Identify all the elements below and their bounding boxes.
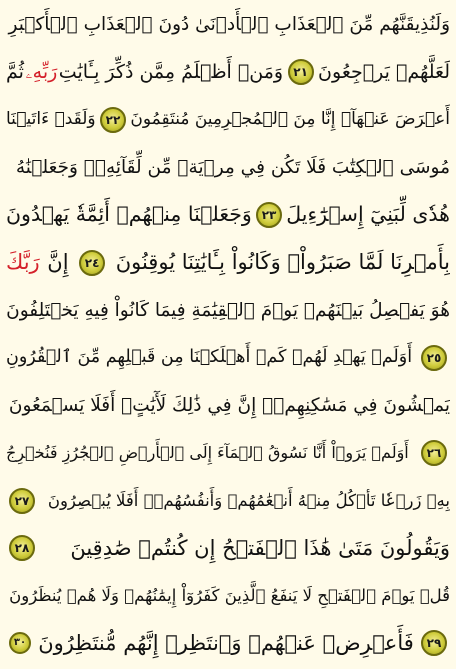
ayah-number-marker: ٢٧ — [9, 488, 35, 514]
verse-line — [6, 527, 450, 570]
verse-line — [6, 193, 450, 236]
verse-line — [6, 3, 450, 46]
verse-text: قُلۡ يَوۡمَ ٱلۡفَتۡحِ لَا يَنفَعُ ٱلَّذِينَ كَفَرُوٓاْ إِيمَٰنُهُمۡ وَلَا هُمۡ يُنظَرُونَ — [9, 586, 450, 606]
ayah-number-marker: ٢٤ — [79, 250, 105, 276]
verse-text: ثُمَّ — [6, 60, 24, 83]
verse-line — [6, 241, 450, 284]
verse-line — [6, 146, 450, 189]
verse-text: وَلَنُذِيقَنَّهُم مِّنَ ٱلۡعَذَابِ ٱلۡأَدۡنَىٰ دُونَ ٱلۡعَذَابِ ٱلۡأَكۡبَرِ — [8, 14, 450, 35]
ayah-number-marker: ٢٥ — [421, 345, 447, 371]
verse-line — [6, 479, 450, 522]
verse-text: أَوَلَمۡ يَرَوۡاْ أَنَّا نَسُوقُ ٱلۡمَآءَ إِلَى ٱلۡأَرۡضِ ٱلۡجُرُزِ فَنُخۡرِجُ — [6, 443, 409, 463]
verse-text: وَمَنۡ أَظۡلَمُ مِمَّن ذُكِّرَ بِـَٔايَٰتِ — [58, 60, 284, 83]
verse-line — [6, 336, 450, 379]
verse-line — [6, 431, 450, 474]
verse-text: وَلَقَدۡ ءَاتَيۡنَا — [6, 109, 96, 130]
verse-text: هُدٗى لِّبَنِيٓ إِسۡرَٰٓءِيلَ — [286, 202, 450, 227]
verse-text: أَعۡرَضَ عَنۡهَآۚ إِنَّا مِنَ ٱلۡمُجۡرِمِينَ مُنتَقِمُونَ — [130, 109, 450, 130]
verse-line — [6, 51, 450, 94]
ayah-number-marker: ٢٢ — [100, 107, 126, 133]
verse-text: لَعَلَّهُمۡ يَرۡجِعُونَ — [318, 60, 450, 83]
divine-name-text: رَبَّكَ — [6, 250, 40, 275]
ayah-number-marker: ٢٦ — [421, 440, 447, 466]
verse-line — [6, 384, 450, 427]
verse-line — [6, 98, 450, 141]
verse-text: يَمۡشُونَ فِي مَسَٰكِنِهِمۡۚ إِنَّ فِي ذَٰلِكَ لَأٓيَٰتٍۚ أَفَلَا يَسۡمَعُونَ — [8, 394, 450, 416]
ayah-number-marker: ٢٩ — [421, 630, 447, 656]
verse-text: بِأَمۡرِنَا لَمَّا صَبَرُواْۖ وَكَانُواْ بِـَٔايَٰتِنَا يُوقِنُونَ — [115, 250, 450, 275]
verse-lines — [6, 3, 450, 665]
verse-text: وَيَقُولُونَ مَتَىٰ هَٰذَا ٱلۡفَتۡحُ إِن كُنتُمۡ صَٰدِقِينَ — [70, 535, 450, 560]
divine-name-text: رَبِّهِۦ — [25, 60, 58, 83]
verse-text: بِهِۦ زَرۡعٗا تَأۡكُلُ مِنۡهُ أَنۡعَٰمُهُمۡ وَأَنفُسُهُمۡۚ أَفَلَا يُبۡصِرُونَ — [47, 491, 450, 511]
verse-text: فَأَعۡرِضۡ عَنۡهُمۡ وَٱنتَظِرۡ إِنَّهُم مُّنتَظِرُونَ — [38, 630, 414, 655]
verse-text: وَجَعَلۡنَا مِنۡهُمۡ أَئِمَّةٗ يَهۡدُونَ — [6, 202, 252, 227]
ayah-number-marker: ٢٨ — [9, 535, 35, 561]
verse-text: إِنَّ — [47, 250, 69, 275]
verse-text: هُوَ يَفۡصِلُ بَيۡنَهُمۡ يَوۡمَ ٱلۡقِيَٰمَةِ فِيمَا كَانُواْ فِيهِ يَخۡتَلِفُونَ — [6, 299, 450, 321]
verse-line — [6, 622, 450, 665]
verse-line — [6, 289, 450, 332]
verse-line — [6, 574, 450, 617]
verse-text: أَوَلَمۡ يَهۡدِ لَهُمۡ كَمۡ أَهۡلَكۡنَا مِن قَبۡلِهِم مِّنَ ٱلۡقُرُونِ — [6, 347, 413, 368]
ayah-number-marker: ٢١ — [288, 59, 314, 85]
ayah-number-marker: ٣٠ — [9, 632, 31, 654]
ayah-number-marker: ٢٣ — [256, 202, 282, 228]
verse-text: مُوسَى ٱلۡكِتَٰبَ فَلَا تَكُن فِي مِرۡيَةٖ مِّن لِّقَآئِهِۦۖ وَجَعَلۡنَٰهُ — [15, 156, 450, 178]
